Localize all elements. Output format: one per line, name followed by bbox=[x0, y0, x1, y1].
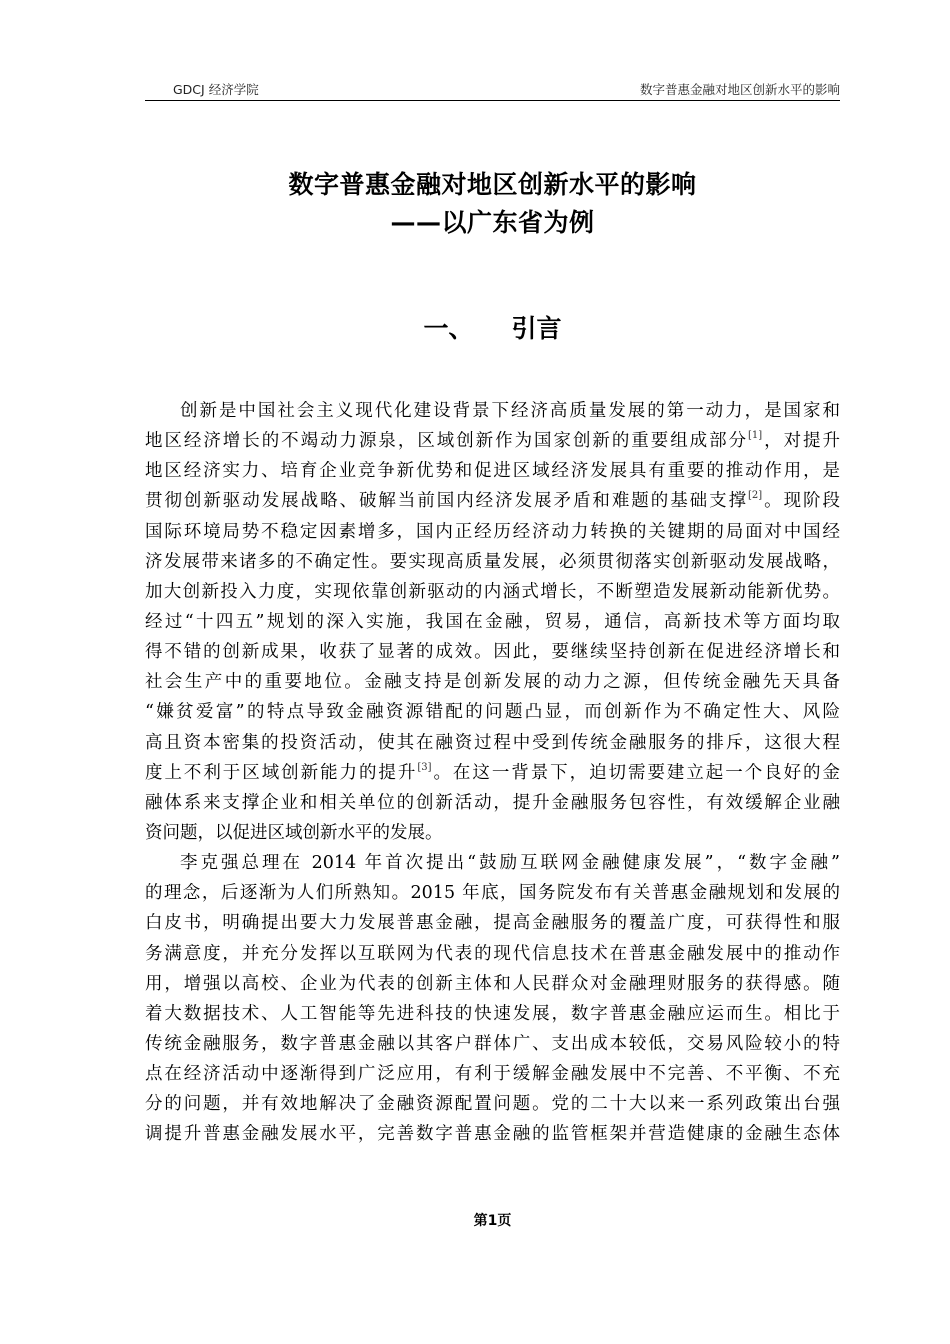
body-line bbox=[145, 456, 840, 486]
body-text-segment: 得不错的创新成果，收获了显著的成效。因此，要继续坚持创新在促进经济增长和 bbox=[145, 642, 840, 663]
body-line bbox=[145, 728, 840, 758]
citation-marker: [2] bbox=[748, 490, 763, 502]
body-text-segment: 点在经济活动中逐渐得到广泛应用，有利于缓解金融发展中不完善、不平衡、不充 bbox=[145, 1064, 840, 1085]
section-number: 一、 bbox=[423, 314, 474, 343]
body-text-segment: 务满意度，并充分发挥以互联网为代表的现代信息技术在普惠金融发展中的推动作 bbox=[145, 943, 840, 964]
body-text-segment: 用，增强以高校、企业为代表的创新主体和人民群众对金融理财服务的获得感。随 bbox=[145, 973, 840, 994]
body-text-segment: 调提升普惠金融发展水平，完善数字普惠金融的监管框架并营造健康的金融生态体 bbox=[145, 1124, 840, 1145]
body-line bbox=[145, 1059, 840, 1089]
body-line bbox=[145, 607, 840, 637]
body-text bbox=[145, 396, 840, 1150]
body-text-segment: 。在这一背景下，迫切需要建立起一个良好的金 bbox=[431, 762, 841, 783]
body-line bbox=[145, 637, 840, 667]
body-text-segment: 分的问题，并有效地解决了金融资源配置问题。党的二十大以来一系列政策出台强 bbox=[145, 1094, 840, 1115]
body-line bbox=[145, 939, 840, 969]
body-line bbox=[145, 788, 840, 818]
body-line bbox=[145, 758, 840, 788]
page-header bbox=[145, 78, 840, 101]
body-text-segment: 地区经济增长的不竭动力源泉，区域创新作为国家创新的重要组成部分 bbox=[145, 431, 749, 452]
body-text-segment: 社会生产中的重要地位。金融支持是创新发展的动力之源，但传统金融先天具备 bbox=[145, 672, 840, 693]
body-text-segment: 济发展带来诸多的不确定性。要实现高质量发展，必须贯彻落实创新驱动发展战略， bbox=[145, 551, 840, 572]
body-line bbox=[145, 818, 840, 848]
body-text-segment: 融体系来支撑企业和相关单位的创新活动，提升金融服务包容性，有效缓解企业融 bbox=[145, 792, 840, 813]
body-text-segment: 度上不利于区域创新能力的提升 bbox=[145, 762, 418, 783]
header-institution: GDCJ 经济学院 bbox=[173, 82, 259, 97]
body-line bbox=[145, 969, 840, 999]
section-heading bbox=[145, 309, 840, 345]
body-text-segment: 李克强总理在 2014 年首次提出“鼓励互联网金融健康发展”，“数字金融” bbox=[180, 853, 840, 874]
body-text-segment: 。现阶段 bbox=[762, 491, 841, 512]
body-line bbox=[145, 426, 840, 456]
body-line bbox=[145, 1089, 840, 1119]
body-text-segment: “嫌贫爱富”的特点导致金融资源错配的问题凸显，而创新作为不确定性大、风险 bbox=[145, 702, 840, 723]
body-line bbox=[145, 1119, 840, 1149]
body-text-segment: 经过“十四五”规划的深入实施，我国在金融，贸易，通信，高新技术等方面均取 bbox=[145, 611, 840, 632]
body-text-segment: ，对提升 bbox=[762, 431, 841, 452]
body-line bbox=[145, 697, 840, 727]
body-line bbox=[145, 1029, 840, 1059]
body-text-segment: 着大数据技术、人工智能等先进科技的快速发展，数字普惠金融应运而生。相比于 bbox=[145, 1003, 840, 1024]
body-line bbox=[145, 908, 840, 938]
body-text-segment: 高且资本密集的投资活动，使其在融资过程中受到传统金融服务的排斥，这很大程 bbox=[145, 732, 840, 753]
body-text-segment: 创新是中国社会主义现代化建设背景下经济高质量发展的第一动力，是国家和 bbox=[180, 401, 840, 421]
body-text-segment: 加大创新投入力度，实现依靠创新驱动的内涵式增长，不断塑造发展新动能新优势。 bbox=[145, 581, 840, 602]
body-text-segment: 的理念，后逐渐为人们所熟知。2015 年底，国务院发布有关普惠金融规划和发展的 bbox=[145, 883, 840, 904]
body-line bbox=[145, 999, 840, 1029]
body-line bbox=[145, 396, 840, 426]
body-line bbox=[145, 517, 840, 547]
body-text-segment: 资问题，以促进区域创新水平的发展。 bbox=[145, 822, 443, 843]
body-line bbox=[145, 547, 840, 577]
body-line bbox=[145, 667, 840, 697]
body-line bbox=[145, 848, 840, 878]
section-title: 引言 bbox=[511, 314, 562, 343]
header-running-title: 数字普惠金融对地区创新水平的影响 bbox=[639, 82, 840, 97]
body-line bbox=[145, 577, 840, 607]
citation-marker: [3] bbox=[417, 761, 432, 773]
document-subtitle: ——以广东省为例 bbox=[390, 208, 595, 237]
body-text-segment: 地区经济实力、培育企业竞争新优势和促进区域经济发展具有重要的推动作用，是 bbox=[145, 461, 840, 482]
body-text-segment: 贯彻创新驱动发展战略、破解当前国内经济发展矛盾和难题的基础支撑 bbox=[145, 491, 749, 512]
body-text-segment: 传统金融服务，数字普惠金融以其客户群体广、支出成本较低，交易风险较小的特 bbox=[145, 1033, 840, 1054]
citation-marker: [1] bbox=[748, 430, 763, 442]
body-line bbox=[145, 878, 840, 908]
body-line bbox=[145, 486, 840, 516]
body-text-segment: 白皮书，明确提出要大力发展普惠金融，提高金融服务的覆盖广度，可获得性和服 bbox=[145, 913, 840, 934]
page-number: 第1页 bbox=[473, 1213, 512, 1229]
document-title: 数字普惠金融对地区创新水平的影响 bbox=[288, 170, 697, 199]
body-text-segment: 国际环境局势不稳定因素增多，国内正经历经济动力转换的关键期的局面对中国经 bbox=[145, 521, 840, 542]
